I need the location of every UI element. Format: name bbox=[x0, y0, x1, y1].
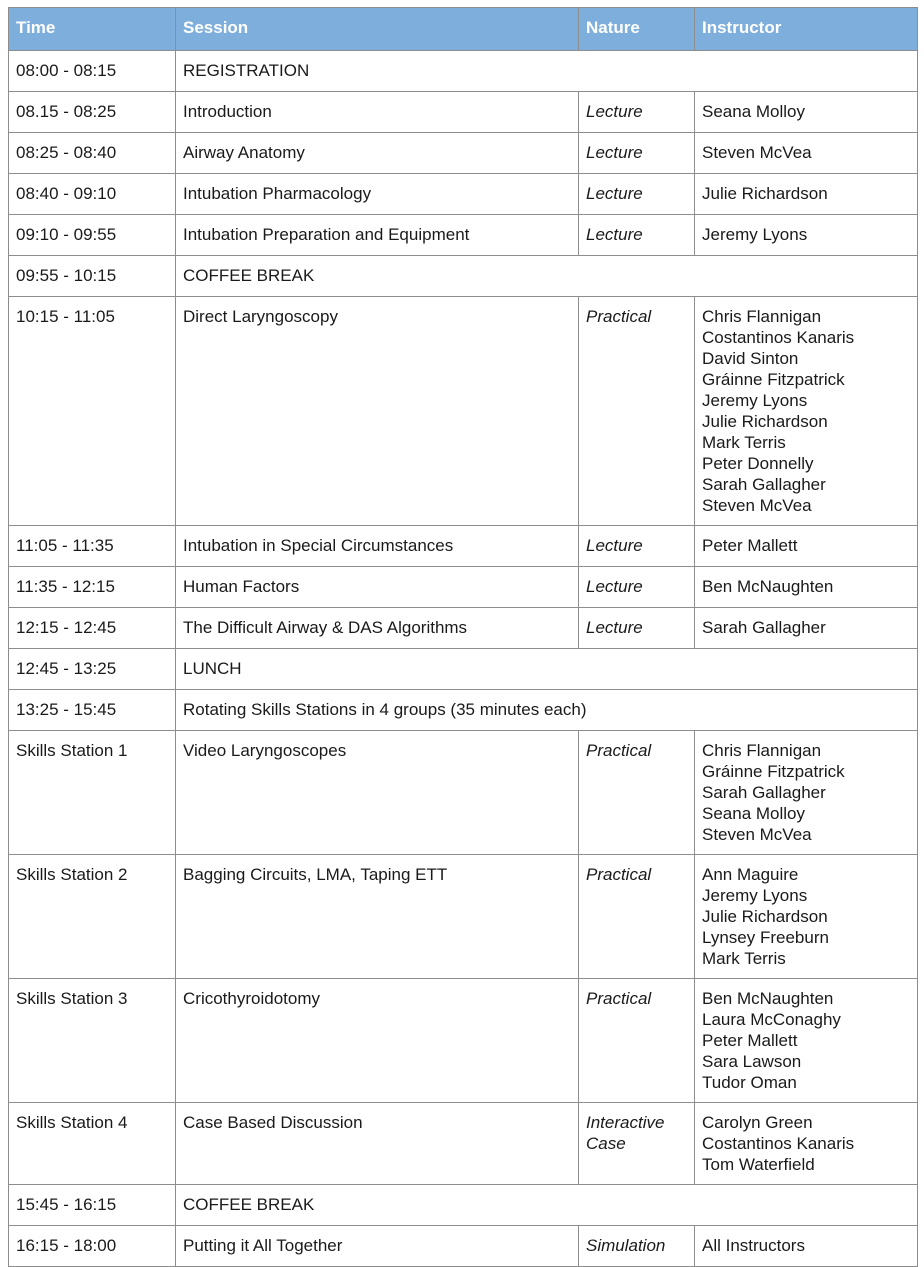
instructor-name: Sarah Gallagher bbox=[702, 783, 826, 802]
time-cell: 08:40 - 09:10 bbox=[9, 174, 176, 215]
session-cell: Case Based Discussion bbox=[176, 1103, 579, 1185]
table-row bbox=[9, 690, 918, 731]
instructor-name: Julie Richardson bbox=[702, 412, 828, 431]
time-cell: 16:15 - 18:00 bbox=[9, 1226, 176, 1267]
session-cell: LUNCH bbox=[176, 649, 918, 690]
session-cell: Intubation in Special Circumstances bbox=[176, 526, 579, 567]
instructor-cell bbox=[695, 526, 918, 567]
session-cell: Airway Anatomy bbox=[176, 133, 579, 174]
session-cell: Video Laryngoscopes bbox=[176, 731, 579, 855]
table-row bbox=[9, 256, 918, 297]
instructor-name: Ann Maguire bbox=[702, 865, 799, 884]
instructor-name: Julie Richardson bbox=[702, 184, 828, 203]
instructor-name: Sara Lawson bbox=[702, 1052, 802, 1071]
instructor-name: Seana Molloy bbox=[702, 804, 806, 823]
instructor-name: Jeremy Lyons bbox=[702, 886, 808, 905]
instructor-cell bbox=[695, 297, 918, 526]
instructor-cell bbox=[695, 133, 918, 174]
session-cell: Introduction bbox=[176, 92, 579, 133]
nature-cell: Lecture bbox=[579, 567, 695, 608]
instructor-name: Sarah Gallagher bbox=[702, 475, 826, 494]
instructor-name: Lynsey Freeburn bbox=[702, 928, 829, 947]
time-cell: Skills Station 3 bbox=[9, 979, 176, 1103]
time-cell: 08:00 - 08:15 bbox=[9, 51, 176, 92]
session-cell: Direct Laryngoscopy bbox=[176, 297, 579, 526]
instructor-name: Sarah Gallagher bbox=[702, 618, 826, 637]
time-cell: 11:35 - 12:15 bbox=[9, 567, 176, 608]
time-cell: Skills Station 1 bbox=[9, 731, 176, 855]
schedule-table bbox=[8, 7, 918, 1267]
instructor-cell bbox=[695, 1103, 918, 1185]
table-row bbox=[9, 855, 918, 979]
session-cell: COFFEE BREAK bbox=[176, 256, 918, 297]
instructor-name: Seana Molloy bbox=[702, 102, 806, 121]
instructor-name: Peter Donnelly bbox=[702, 454, 814, 473]
table-row bbox=[9, 215, 918, 256]
header-session: Session bbox=[176, 8, 579, 51]
table-row bbox=[9, 608, 918, 649]
time-cell: 13:25 - 15:45 bbox=[9, 690, 176, 731]
nature-cell: Lecture bbox=[579, 174, 695, 215]
session-cell: Intubation Pharmacology bbox=[176, 174, 579, 215]
time-cell: 12:45 - 13:25 bbox=[9, 649, 176, 690]
nature-cell: Practical bbox=[579, 855, 695, 979]
instructor-name: Steven McVea bbox=[702, 143, 812, 162]
session-cell: Intubation Preparation and Equipment bbox=[176, 215, 579, 256]
table-row bbox=[9, 297, 918, 526]
instructor-cell bbox=[695, 1226, 918, 1267]
nature-cell: Lecture bbox=[579, 526, 695, 567]
table-row bbox=[9, 1185, 918, 1226]
instructor-name: Gráinne Fitzpatrick bbox=[702, 762, 845, 781]
instructor-name: Chris Flannigan bbox=[702, 307, 822, 326]
instructor-name: Ben McNaughten bbox=[702, 989, 834, 1008]
instructor-name: Costantinos Kanaris bbox=[702, 1134, 855, 1153]
table-row bbox=[9, 649, 918, 690]
instructor-cell bbox=[695, 567, 918, 608]
table-row bbox=[9, 174, 918, 215]
nature-cell: Practical bbox=[579, 297, 695, 526]
session-cell: COFFEE BREAK bbox=[176, 1185, 918, 1226]
nature-cell: Simulation bbox=[579, 1226, 695, 1267]
time-cell: 15:45 - 16:15 bbox=[9, 1185, 176, 1226]
table-row bbox=[9, 526, 918, 567]
instructor-cell bbox=[695, 174, 918, 215]
instructor-name: Tudor Oman bbox=[702, 1073, 797, 1092]
time-cell: 08.15 - 08:25 bbox=[9, 92, 176, 133]
nature-cell: Lecture bbox=[579, 133, 695, 174]
schedule-body bbox=[9, 51, 918, 1267]
table-row bbox=[9, 979, 918, 1103]
time-cell: 10:15 - 11:05 bbox=[9, 297, 176, 526]
instructor-name: Ben McNaughten bbox=[702, 577, 834, 596]
instructor-name: Jeremy Lyons bbox=[702, 391, 808, 410]
header-time: Time bbox=[9, 8, 176, 51]
instructor-name: Tom Waterfield bbox=[702, 1155, 815, 1174]
instructor-name: Costantinos Kanaris bbox=[702, 328, 855, 347]
table-row bbox=[9, 731, 918, 855]
instructor-cell bbox=[695, 855, 918, 979]
instructor-cell bbox=[695, 979, 918, 1103]
nature-cell: Interactive Case bbox=[579, 1103, 695, 1185]
nature-cell: Practical bbox=[579, 731, 695, 855]
session-cell: Cricothyroidotomy bbox=[176, 979, 579, 1103]
instructor-name: Laura McConaghy bbox=[702, 1010, 841, 1029]
instructor-name: David Sinton bbox=[702, 349, 799, 368]
header-instructor: Instructor bbox=[695, 8, 918, 51]
instructor-name: Julie Richardson bbox=[702, 907, 828, 926]
time-cell: 09:10 - 09:55 bbox=[9, 215, 176, 256]
table-row bbox=[9, 567, 918, 608]
table-row bbox=[9, 133, 918, 174]
table-row bbox=[9, 51, 918, 92]
time-cell: Skills Station 4 bbox=[9, 1103, 176, 1185]
instructor-cell bbox=[695, 92, 918, 133]
instructor-name: Steven McVea bbox=[702, 496, 812, 515]
time-cell: Skills Station 2 bbox=[9, 855, 176, 979]
instructor-name: Jeremy Lyons bbox=[702, 225, 808, 244]
header-row bbox=[9, 8, 918, 51]
instructor-name: Carolyn Green bbox=[702, 1113, 813, 1132]
table-row bbox=[9, 1226, 918, 1267]
time-cell: 12:15 - 12:45 bbox=[9, 608, 176, 649]
session-cell: Bagging Circuits, LMA, Taping ETT bbox=[176, 855, 579, 979]
instructor-name: Mark Terris bbox=[702, 433, 786, 452]
header-nature: Nature bbox=[579, 8, 695, 51]
instructor-name: Peter Mallett bbox=[702, 536, 798, 555]
time-cell: 11:05 - 11:35 bbox=[9, 526, 176, 567]
instructor-name: Gráinne Fitzpatrick bbox=[702, 370, 845, 389]
instructor-name: Chris Flannigan bbox=[702, 741, 822, 760]
instructor-name: Peter Mallett bbox=[702, 1031, 798, 1050]
table-row bbox=[9, 92, 918, 133]
nature-cell: Lecture bbox=[579, 215, 695, 256]
session-cell: Human Factors bbox=[176, 567, 579, 608]
instructor-name: Mark Terris bbox=[702, 949, 786, 968]
instructor-name: Steven McVea bbox=[702, 825, 812, 844]
session-cell: Putting it All Together bbox=[176, 1226, 579, 1267]
nature-cell: Lecture bbox=[579, 608, 695, 649]
nature-cell: Lecture bbox=[579, 92, 695, 133]
session-cell: REGISTRATION bbox=[176, 51, 918, 92]
instructor-name: All Instructors bbox=[702, 1236, 805, 1255]
nature-cell: Practical bbox=[579, 979, 695, 1103]
time-cell: 08:25 - 08:40 bbox=[9, 133, 176, 174]
session-cell: The Difficult Airway & DAS Algorithms bbox=[176, 608, 579, 649]
instructor-cell bbox=[695, 731, 918, 855]
time-cell: 09:55 - 10:15 bbox=[9, 256, 176, 297]
session-cell: Rotating Skills Stations in 4 groups (35 minutes each) bbox=[176, 690, 918, 731]
instructor-cell bbox=[695, 608, 918, 649]
instructor-cell bbox=[695, 215, 918, 256]
table-row bbox=[9, 1103, 918, 1185]
